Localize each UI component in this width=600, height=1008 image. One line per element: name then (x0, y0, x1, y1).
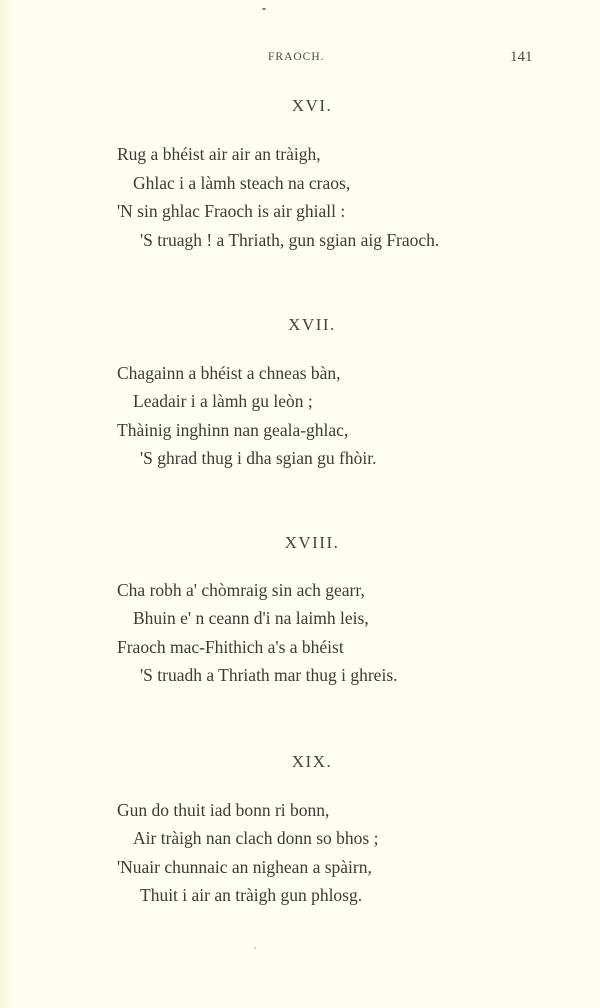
verse-line: Leadair i a làmh gu leòn ; (133, 391, 313, 411)
running-head (0, 51, 600, 71)
verse-line: Rug a bhéist air air an tràigh, (117, 144, 321, 164)
verse-line: 'S ghrad thug i dha sgian gu fhòir. (140, 448, 377, 468)
verse-line: 'S truagh ! a Thriath, gun sgian aig Fraoch. (140, 230, 440, 250)
verse-line: Bhuin e' n ceann d'i na laimh leis, (133, 608, 369, 628)
stanza-number: XVI. (291, 96, 333, 115)
verse-line: 'S truadh a Thriath mar thug i ghreis. (140, 665, 398, 685)
verse-line: Thàinig inghinn nan geala-ghlac, (117, 420, 349, 440)
verse-line: Thuit i air an tràigh gun phlosg. (140, 885, 363, 905)
verse-line: Gun do thuit iad bonn ri bonn, (117, 800, 330, 820)
stanza-number: XVIII. (284, 533, 340, 552)
page-number: 141 (510, 49, 533, 65)
verse-line: Air tràigh nan clach donn so bhos ; (133, 828, 379, 848)
stanza-number: XVII. (288, 315, 336, 334)
verse-line: Fraoch mac-Fhithich a's a bhéist (117, 637, 344, 657)
verse-line: 'Nuair chunnaic an nighean a spàirn, (117, 857, 372, 877)
stanza-number: XIX. (291, 752, 333, 771)
print-speck (254, 947, 256, 949)
verse-line: Cha robh a' chòmraig sin ach gearr, (117, 580, 365, 600)
page-edge (0, 0, 14, 1008)
verse-line: 'N sin ghlac Fraoch is air ghiall : (117, 201, 346, 221)
verse-line: Chagainn a bhéist a chneas bàn, (117, 363, 341, 383)
running-head-title: FRAOCH. (268, 51, 325, 63)
print-speck (262, 8, 266, 10)
verse-line: Ghlac i a làmh steach na craos, (133, 173, 351, 193)
